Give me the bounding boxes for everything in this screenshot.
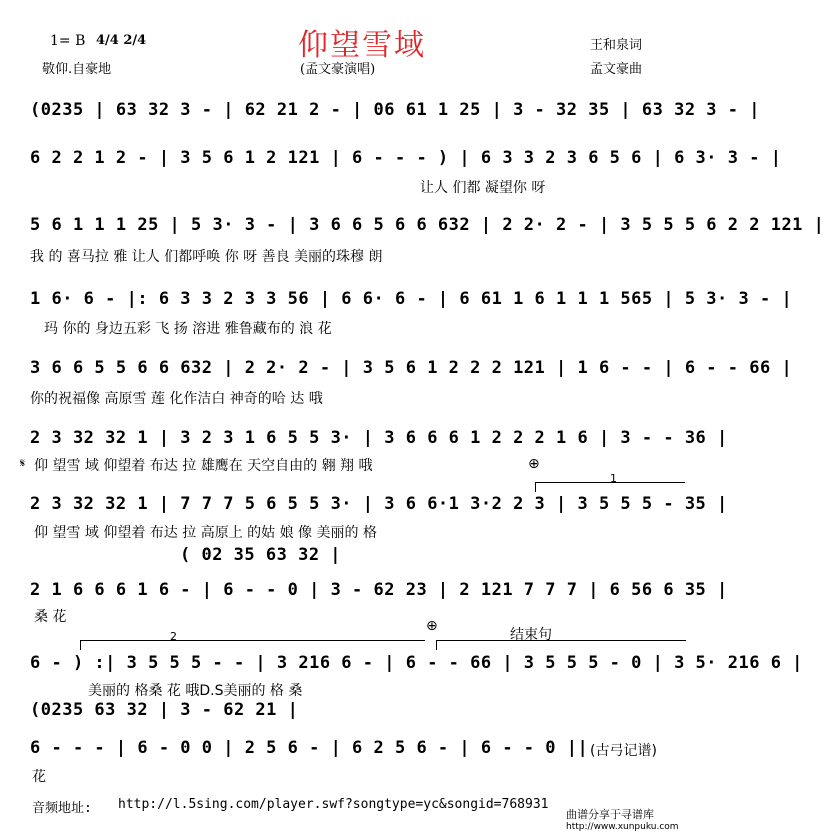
score-line-6: 2 3 32 32 1 | 3 2 3 1 6 5 5 3· | 3 6 6 6 1 2 2 2 1 6 | 3 - - 36 | [30, 428, 728, 448]
transcriber-credit: (古弓记谱) [590, 743, 657, 759]
composer-credit: 孟文豪曲 [590, 62, 643, 77]
performer-subtitle: (孟文豪演唱) [300, 62, 376, 77]
lyric-line-10: 美丽的 格桑 花 哦D.S美丽的 格 桑 [88, 683, 303, 699]
score-line-3: 5 6 1 1 1 25 | 5 3· 3 - | 3 6 6 5 6 6 632 | 2 2· 2 - | 3 5 5 5 6 2 2 121 | [30, 215, 824, 235]
volta-2-bracket [80, 640, 425, 641]
lyric-line-6: 仰 望雪 域 仰望着 布达 拉 雄鹰在 天空自由的 翱 翔 哦 [34, 458, 373, 474]
audio-label: 音频地址: [32, 801, 92, 816]
audio-url-link[interactable]: http://l.5sing.com/player.swf?songtype=yc&songid=768931 [118, 797, 549, 812]
lyric-line-2: 让人 们都 凝望你 呀 [420, 180, 546, 196]
coda-mark-2: ⊕ [426, 618, 438, 634]
key-signature: 1= B [50, 33, 86, 49]
expression-mark: 敬仰.自豪地 [42, 62, 112, 77]
volta-2-tick [80, 640, 81, 650]
score-line-10: 6 - ) :| 3 5 5 5 - - | 3 216 6 - | 6 - - 66 | 3 5 5 5 - 0 | 3 5· 216 6 | [30, 653, 803, 673]
lyric-line-3: 我 的 喜马拉 雅 让人 们都呼唤 你 呀 善良 美丽的珠穆 朗 [30, 249, 383, 265]
ending-label: 结束句 [510, 627, 552, 643]
score-line-9: 2 1 6 6 6 1 6 - | 6 - - 0 | 3 - 62 23 | 2 121 7 7 7 | 6 56 6 35 | [30, 580, 728, 600]
score-line-2: 6 2 2 1 2 - | 3 5 6 1 2 121 | 6 - - - ) | 6 3 3 2 3 6 5 6 | 6 3· 3 - | [30, 148, 782, 168]
score-line-8: ( 02 35 63 32 | [180, 545, 342, 565]
song-title: 仰望雪域 [298, 28, 426, 63]
volta-2-label: 2 [170, 630, 177, 643]
coda-mark-1: ⊕ [528, 456, 540, 472]
watermark-url[interactable]: http://www.xunpuku.com [566, 822, 679, 832]
volta-1-tick [535, 482, 536, 492]
ending-tick [436, 640, 437, 650]
watermark-text: 曲谱分享于寻谱库 [566, 808, 654, 821]
ending-bracket [436, 640, 686, 641]
segno-mark: 𝄋 [20, 456, 26, 470]
score-line-5: 3 6 6 5 5 6 6 632 | 2 2· 2 - | 3 5 6 1 2 2 2 121 | 1 6 - - | 6 - - 66 | [30, 358, 793, 378]
score-line-4: 1 6· 6 - |: 6 3 3 2 3 3 56 | 6 6· 6 - | 6 61 1 6 1 1 1 565 | 5 3· 3 - | [30, 289, 793, 309]
lyric-line-12: 花 [32, 769, 46, 785]
lyricist-credit: 王和泉词 [590, 38, 643, 53]
volta-1-label: 1 [610, 472, 617, 485]
lyric-line-5: 你的祝福像 高原雪 莲 化作洁白 神奇的哈 达 哦 [30, 391, 323, 407]
score-line-11: (0235 63 32 | 3 - 62 21 | [30, 700, 299, 720]
score-line-7: 2 3 32 32 1 | 7 7 7 5 6 5 5 3· | 3 6 6·1 3·2 2 3 | 3 5 5 5 - 35 | [30, 494, 728, 514]
lyric-line-7: 仰 望雪 域 仰望着 布达 拉 高原上 的姑 娘 像 美丽的 格 [34, 525, 377, 541]
lyric-line-9: 桑 花 [34, 609, 67, 625]
time-signatures: 4/4 2/4 [96, 33, 147, 48]
score-line-1: (0235 | 63 32 3 - | 62 21 2 - | 06 61 1 25 | 3 - 32 35 | 63 32 3 - | [30, 100, 760, 120]
lyric-line-4: 玛 你的 身边五彩 飞 扬 溶进 雅鲁藏布的 浪 花 [44, 321, 332, 337]
score-line-12: 6 - - - | 6 - 0 0 | 2 5 6 - | 6 2 5 6 - | 6 - - 0 || [30, 738, 589, 758]
